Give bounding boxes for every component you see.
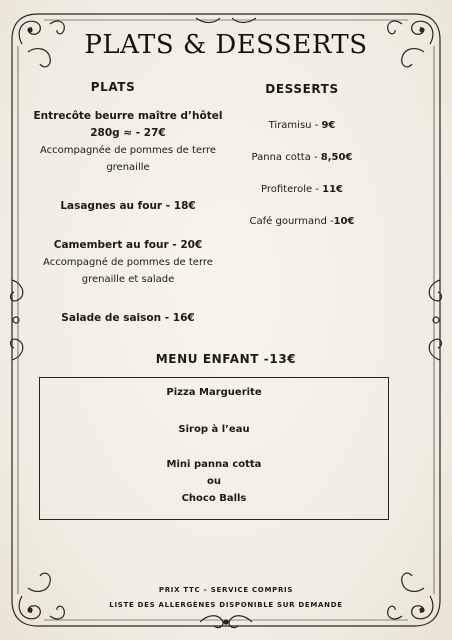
dessert-name: Café gourmand - — [249, 216, 334, 227]
corner-ornament-bl — [12, 573, 64, 626]
dish-name: Salade de saison - 16€ — [61, 312, 195, 324]
dish-entrecote — [28, 108, 228, 176]
kids-menu-item: Sirop à l’eau — [178, 424, 250, 435]
footer-price-note: PRIX TTC – SERVICE COMPRIS — [158, 586, 294, 594]
dish-lasagnes — [28, 198, 228, 215]
dish-camembert — [28, 237, 228, 288]
menu-title: PLATS & DESSERTS — [84, 30, 368, 60]
dessert-item — [236, 182, 368, 198]
kids-menu-item: Mini panna cotta — [166, 459, 262, 470]
dessert-name: Tiramisu - — [268, 120, 322, 131]
dish-salade — [28, 310, 228, 327]
footer-allergen-note: LISTE DES ALLERGÈNES DISPONIBLE SUR DEMANDE — [109, 601, 343, 609]
dish-price: 280g ≈ - 27€ — [90, 127, 166, 139]
dessert-price: 8,50€ — [320, 152, 353, 163]
dessert-item — [236, 118, 368, 134]
corner-ornament-br — [388, 573, 440, 626]
dessert-item — [236, 214, 368, 230]
dessert-price: 11€ — [322, 184, 344, 195]
desserts-heading: DESSERTS — [265, 82, 339, 96]
dessert-price: 9€ — [321, 120, 336, 131]
dessert-name: Profiterole - — [260, 184, 323, 195]
dish-description: Accompagnée de pommes de terre grenaille — [39, 145, 217, 173]
plats-list — [28, 108, 228, 349]
dessert-name: Panna cotta - — [251, 152, 321, 163]
plats-heading: PLATS — [90, 80, 136, 94]
kids-menu-item: Choco Balls — [181, 493, 247, 504]
dish-description: Accompagné de pommes de terre grenaille et salade — [43, 257, 213, 285]
dish-name: Entrecôte beurre maître d’hôtel — [33, 110, 223, 122]
kids-menu-title: MENU ENFANT -13€ — [155, 352, 297, 366]
dessert-item — [236, 150, 368, 166]
dish-name: Lasagnes au four - 18€ — [60, 200, 196, 212]
dessert-price: 10€ — [333, 216, 355, 227]
kids-menu-item: ou — [207, 476, 221, 487]
kids-menu-box — [39, 377, 389, 520]
desserts-list — [236, 118, 368, 246]
kids-menu-item: Pizza Marguerite — [166, 387, 262, 398]
dish-name: Camembert au four - 20€ — [53, 239, 203, 251]
